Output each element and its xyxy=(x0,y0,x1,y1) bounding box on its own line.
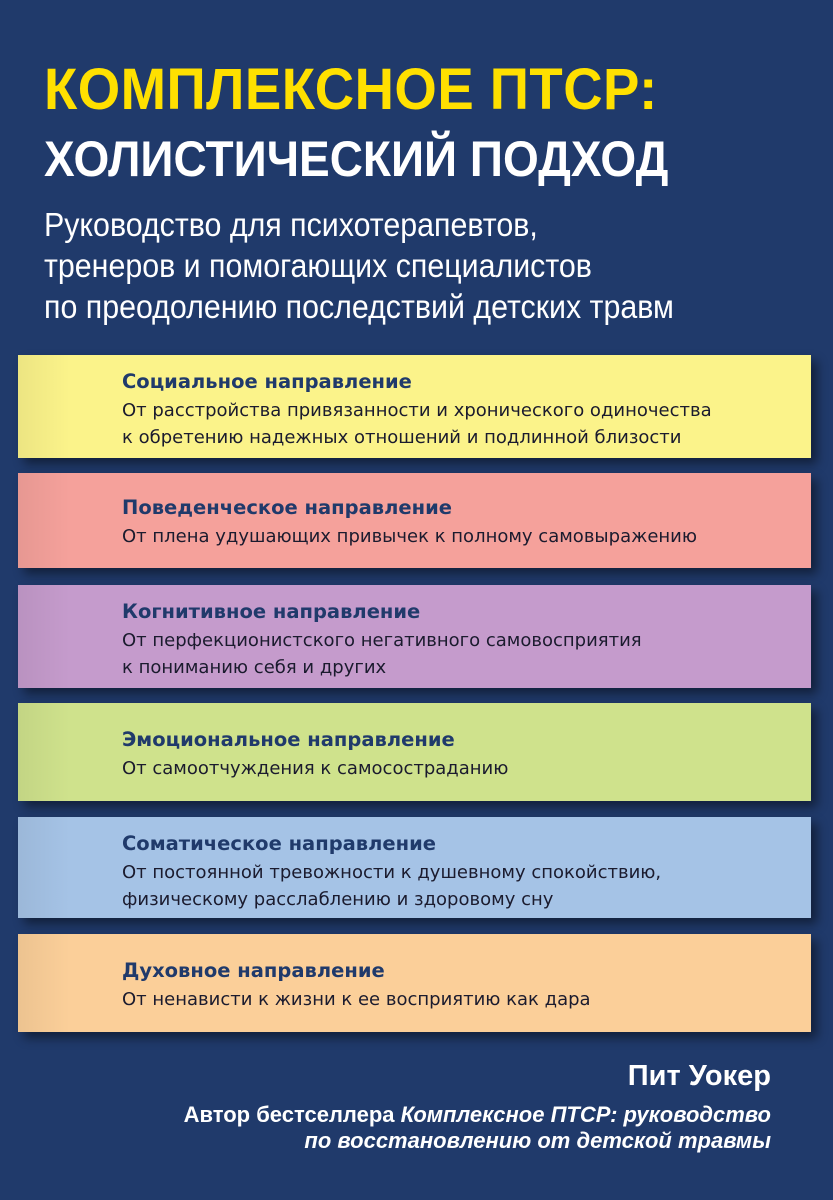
direction-band-cognitive xyxy=(18,585,811,688)
direction-description-line: От самоотчуждения к самосостраданию xyxy=(122,758,509,779)
direction-description-line: От перфекционистского негативного самовосприятия xyxy=(122,630,642,651)
direction-heading: Когнитивное направление xyxy=(122,600,421,623)
direction-text xyxy=(122,493,797,550)
direction-heading: Поведенческое направление xyxy=(122,496,452,519)
direction-text xyxy=(122,597,797,681)
direction-text xyxy=(122,367,797,451)
direction-description-line: физическому расслаблению и здоровому сну xyxy=(122,889,554,910)
subtitle-line-3: по преодолению последствий детских травм xyxy=(44,288,674,325)
author-note-line-1 xyxy=(184,1102,771,1128)
direction-description-line: От плена удушающих привычек к полному самовыражению xyxy=(122,526,698,547)
direction-description-line: к обретению надежных отношений и подлинной близости xyxy=(122,427,682,448)
author-name: Пит Уокер xyxy=(627,1060,771,1092)
direction-heading: Социальное направление xyxy=(122,370,412,393)
title-line-2: ХОЛИСТИЧЕСКИЙ ПОДХОД xyxy=(44,131,669,187)
direction-heading: Соматическое направление xyxy=(122,832,437,855)
direction-description-line: к пониманию себя и других xyxy=(122,657,387,678)
title-line-1: КОМПЛЕКСНОЕ ПТСР: xyxy=(44,57,658,122)
subtitle-line-2: тренеров и помогающих специалистов xyxy=(44,247,592,284)
bestseller-title-part-1: Комплексное ПТСР: руководство xyxy=(400,1102,771,1127)
bestseller-title-part-2: по восстановлению от детской травмы xyxy=(304,1128,771,1153)
author-note-prefix: Автор бестселлера xyxy=(183,1102,401,1127)
subtitle xyxy=(44,204,804,327)
direction-heading: Эмоциональное направление xyxy=(122,728,455,751)
direction-text xyxy=(122,829,797,913)
author-note-line-2 xyxy=(184,1128,771,1154)
direction-band-spiritual xyxy=(18,934,811,1032)
direction-band-social xyxy=(18,355,811,458)
direction-text xyxy=(122,725,797,782)
direction-band-emotional xyxy=(18,703,811,801)
direction-description-line: От ненависти к жизни к ее восприятию как дара xyxy=(122,989,591,1010)
direction-description-line: От расстройства привязанности и хронического одиночества xyxy=(122,400,712,421)
direction-band-somatic xyxy=(18,817,811,918)
subtitle-line-1: Руководство для психотерапевтов, xyxy=(44,206,538,243)
direction-heading: Духовное направление xyxy=(122,959,385,982)
direction-description-line: От постоянной тревожности к душевному спокойствию, xyxy=(122,862,662,883)
direction-text xyxy=(122,956,797,1013)
author-note xyxy=(184,1102,771,1154)
direction-band-behavioral xyxy=(18,473,811,568)
